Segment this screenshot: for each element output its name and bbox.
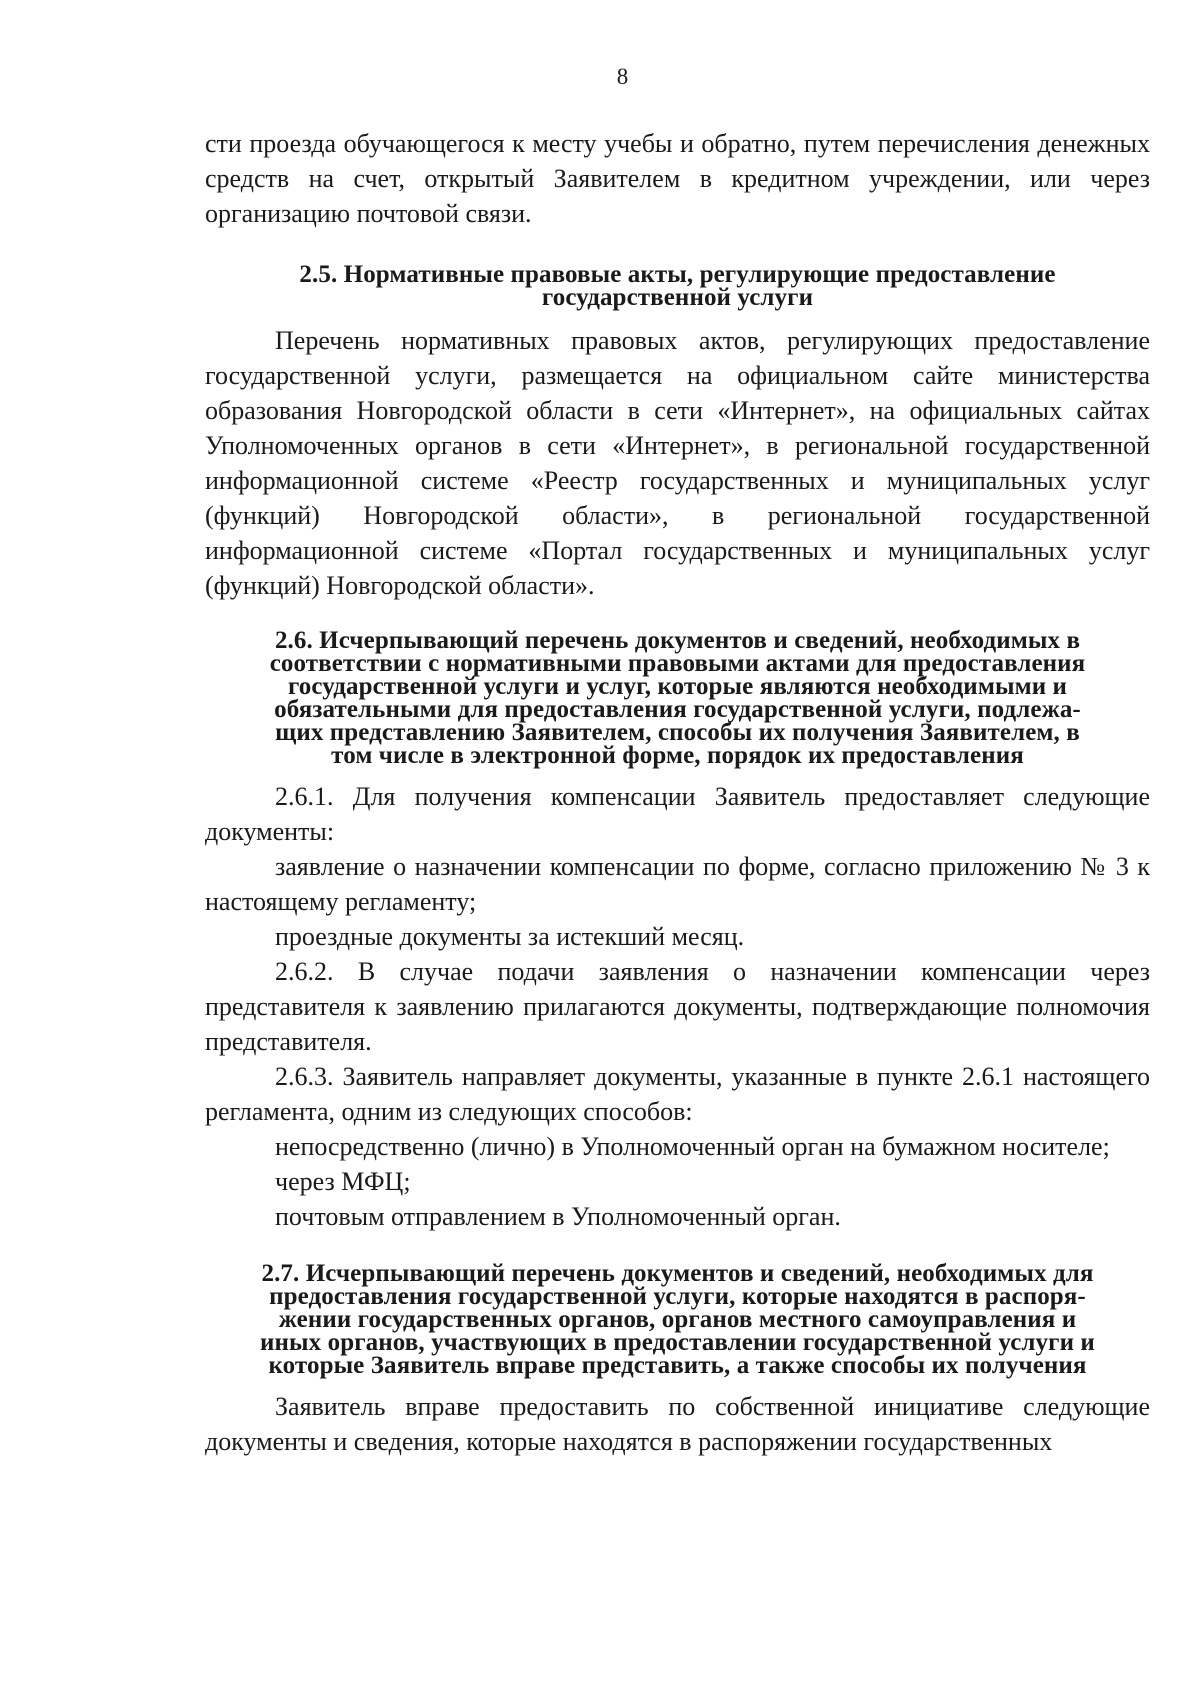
heading-line: том числе в электронной форме, порядок их предоставления [331,742,1024,769]
list-item-mfc: через МФЦ; [275,1167,411,1196]
section-2-7-paragraph: Заявитель вправе предоставить по собственной инициативе следующие документы и сведения, которые находятся в распоряжении государственных [205,1392,1150,1456]
heading-line: предоставления государственной услуги, которые находятся в распоря- [269,1283,1086,1310]
heading-line: государственной услуги [541,284,814,311]
list-item-travel-documents: проездные документы за истекший месяц. [275,922,745,951]
list-item-application: заявление о назначении компенсации по форме, согласно приложению № 3 к настоящему регламенту; [205,852,1150,916]
paragraph-2-6-3: 2.6.3. Заявитель направляет документы, указанные в пункте 2.6.1 настоящего регламента, одним из следующих способов: [205,1062,1150,1126]
heading-line: жении государственных органов, органов местного самоуправления и [278,1306,1077,1333]
section-2-5-paragraph: Перечень нормативных правовых актов, регулирующих предоставление государственной услуги, размещается на официальном сайте министерства образования Новгородской области в сети «Интернет», на официальных сайтах Уполномоченных органов в сети «Интернет», в региональной государственной информационной системе «Реестр государственных и муниципальных услуг (функций) Новгородской области», в региональной государственной информационной системе «Портал государственных и муниципальных услуг (функций) Новгородской области». [205,326,1150,600]
section-2-5-heading [205,263,1150,309]
page-number: 8 [616,64,629,89]
paragraph-2-6-1: 2.6.1. Для получения компенсации Заявитель предоставляет следующие документы: [205,782,1150,846]
heading-line: государственной услуги и услуг, которые являются необходимыми и [287,673,1068,700]
section-2-7-heading [205,1262,1150,1377]
heading-line: 2.7. Исчерпывающий перечень документов и сведений, необходимых для [261,1260,1094,1287]
list-item-in-person: непосредственно (лично) в Уполномоченный орган на бумажном носителе; [275,1132,1110,1161]
list-item-post: почтовым отправлением в Уполномоченный орган. [275,1202,841,1231]
heading-line: иных органов, участвующих в предоставлении государственной услуги и [260,1329,1095,1356]
heading-line: которые Заявитель вправе представить, а также способы их получения [268,1352,1087,1379]
heading-line: щих представлению Заявителем, способы их получения Заявителем, в [275,719,1080,746]
intro-paragraph: сти проезда обучающегося к месту учебы и обратно, путем перечисления денежных средств на счет, открытый Заявителем в кредитном учреждении, или через организацию почтовой связи. [205,129,1150,228]
heading-line: соответствии с нормативными правовыми актами для предоставления [269,650,1086,677]
heading-line: 2.6. Исчерпывающий перечень документов и сведений, необходимых в [274,627,1081,654]
paragraph-2-6-2: 2.6.2. В случае подачи заявления о назначении компенсации через представителя к заявлению прилагаются документы, подтверждающие полномочия представителя. [205,957,1150,1056]
section-2-6-heading [205,629,1150,767]
heading-line: обязательными для предоставления государственной услуги, подлежа- [274,696,1081,723]
heading-line: 2.5. Нормативные правовые акты, регулирующие предоставление [299,261,1056,288]
document-body [205,126,1150,1459]
